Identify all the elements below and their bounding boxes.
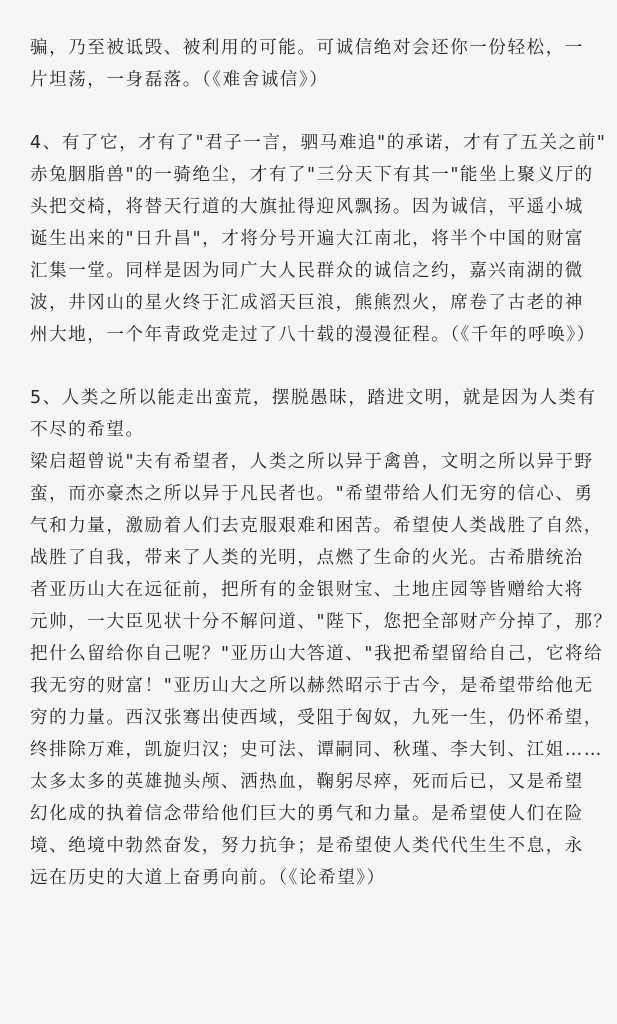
text-line: 诞生出来的"日升昌"，才将分号开遍大江南北，将半个中国的财富 (30, 229, 585, 249)
paragraph-5 (30, 382, 597, 446)
text-line: 汇集一堂。同样是因为同广大人民群众的诚信之约，嘉兴南湖的微 (30, 261, 584, 281)
text-line: 5、人类之所以能走出蛮荒，摆脱愚昧，踏进文明，就是因为人类有 (30, 388, 597, 408)
text-line: 太多太多的英雄抛头颅、洒热血，鞠躬尽瘁，死而后已，又是希望 (30, 772, 584, 792)
text-line: 梁启超曾说"夫有希望者，人类之所以异于禽兽，文明之所以异于野 (30, 452, 594, 472)
text-line: 远在历史的大道上奋勇向前。（《论希望》） (30, 868, 386, 888)
text-line: 头把交椅，将替天行道的大旗扯得迎风飘扬。因为诚信，平遥小城 (30, 197, 584, 217)
text-line: 赤兔胭脂兽"的一骑绝尘，才有了"三分天下有其一"能坐上聚义厅的 (30, 165, 594, 185)
text-line: 穷的力量。西汉张骞出使西域，受阻于匈奴，九死一生，仍怀希望， (30, 708, 603, 728)
text-line: 片坦荡，一身磊落。（《难舍诚信》） (30, 70, 329, 90)
text-line: 气和力量，激励着人们去克服艰难和困苦。希望使人类战胜了自然， (30, 516, 603, 536)
paragraph-spacer (30, 96, 593, 127)
text-line: 州大地，一个年青政党走过了八十载的漫漫征程。（《千年的呼唤》） (30, 325, 596, 345)
text-line: 骗，乃至被诋毁、被利用的可能。可诚信绝对会还你一份轻松，一 (30, 38, 584, 58)
text-line: 波，井冈山的星火终于汇成滔天巨浪，熊熊烈火，席卷了古老的神 (30, 293, 584, 313)
paragraph-5-continued (30, 446, 613, 894)
text-line: 境、绝境中勃然奋发，努力抗争；是希望使人类代代生生不息，永 (30, 836, 584, 856)
paragraph-4 (30, 127, 607, 351)
text-line: 4、有了它，才有了"君子一言，驷马难追"的承诺，才有了五关之前" (30, 133, 607, 153)
text-line: 战胜了自我，带来了人类的光明，点燃了生命的火光。古希腊统治 (30, 548, 584, 568)
text-line: 把什么留给你自己呢？"亚历山大答道、"我把希望留给自己，它将给 (30, 644, 604, 664)
text-line: 蛮，而亦豪杰之所以异于凡民者也。"希望带给人们无穷的信心、勇 (30, 484, 594, 504)
text-line: 不尽的希望。 (30, 420, 145, 440)
paragraph-spacer (30, 351, 593, 382)
text-line: 幻化成的执着信念带给他们巨大的勇气和力量。是希望使人们在险 (30, 804, 584, 824)
text-line: 我无穷的财富！"亚历山大之所以赫然昭示于古今，是希望带给他无 (30, 676, 594, 696)
text-line: 终排除万难，凯旋归汉；史可法、谭嗣同、秋瑾、李大钊、江姐…… (30, 740, 603, 760)
paragraph-3-ending (30, 32, 593, 96)
text-line: 者亚历山大在远征前，把所有的金银财宝、土地庄园等皆赠给大将 (30, 580, 584, 600)
text-line: 元帅，一大臣见状十分不解问道、"陛下，您把全部财产分掉了，那？ (30, 612, 613, 632)
